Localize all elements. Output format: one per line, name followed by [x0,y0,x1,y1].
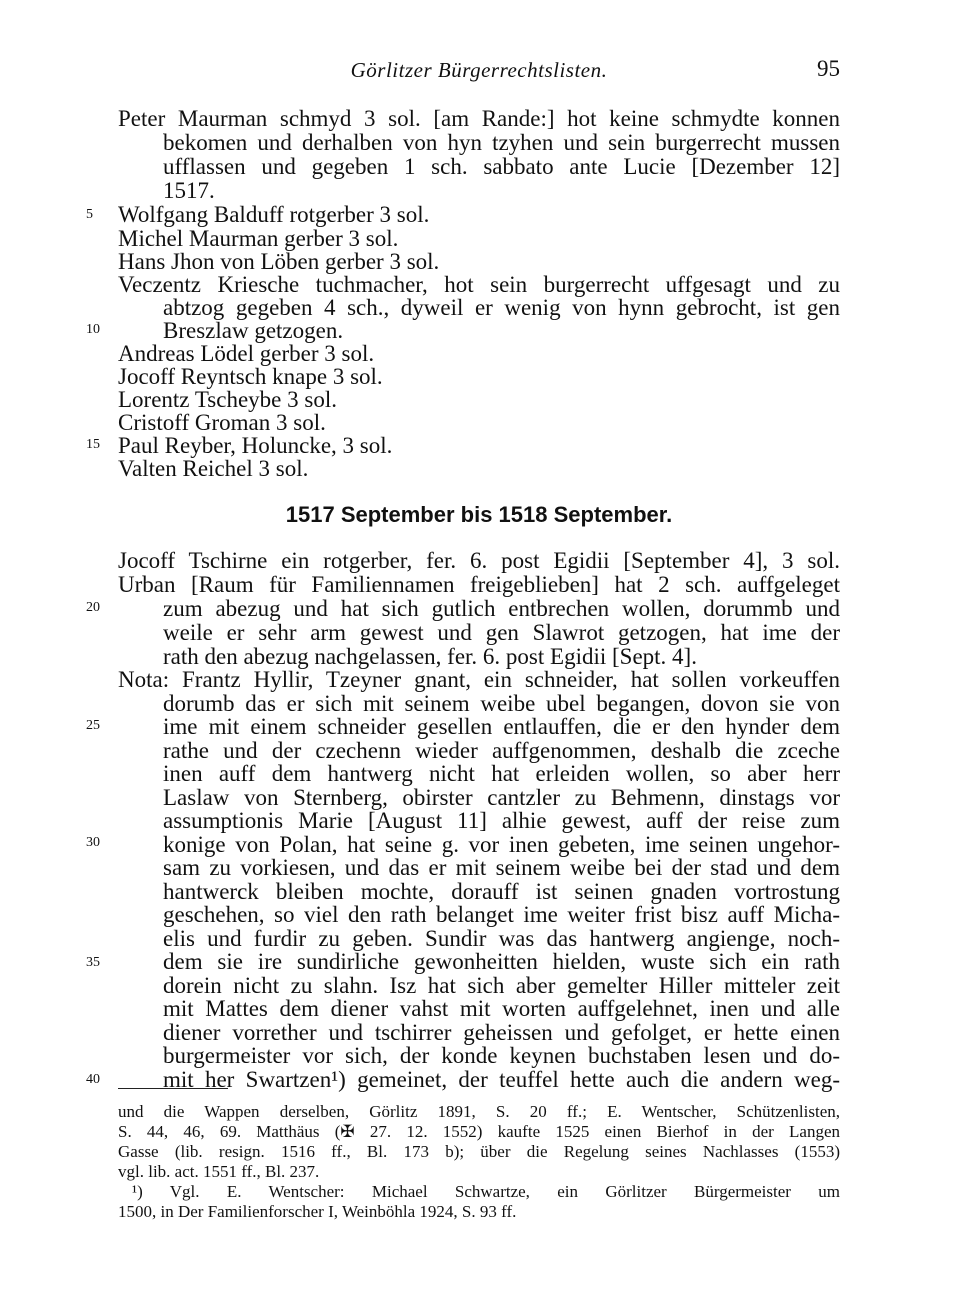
line-number: 35 [86,955,100,970]
text-line: assumptionis Marie [August 11] alhie gewest, auff der reise zum [163,808,840,833]
text-line: mit her Swartzen¹) gemeinet, der teuffel hette auch die andern weg- [163,1067,840,1092]
text-line: diener vorrether und tschirrer geheissen und gefolget, er hette einen [163,1020,840,1045]
text-line: sam zu vorkiesen, und das er mit seinem weibe bei der stad und dem [163,855,840,880]
footnote-line: S. 44, 46, 69. Matthäus (✠ 27. 12. 1552) kaufte 1525 einen Bierhof in der Langen [118,1122,840,1141]
text-line: bekomen und derhalben von hyn tzyhen und sein burgerrecht mussen [163,130,840,155]
text-line: Michel Maurman gerber 3 sol. [118,226,399,251]
text-line: mit Mattes dem diener vahst mit worten auffgelehnet, inen und alle [163,996,840,1021]
page-header [118,58,840,88]
line-number: 30 [86,835,100,850]
footnote-line: vgl. lib. act. 1551 ff., Bl. 237. [118,1162,320,1181]
text-line: elis und furdir zu geben. Sundir was das hantwerg angienge, noch- [163,926,840,951]
line-number: 15 [86,437,100,452]
text-line: dem sie ire sundirliche gewonheitten hielden, wuste sich ein rath [163,949,840,974]
text-line: Paul Reyber, Holuncke, 3 sol. [118,433,393,458]
line-number: 25 [86,718,100,733]
text-line: rath den abezug nachgelassen, fer. 6. post Egidii [Sept. 4]. [163,644,697,669]
footnote-line: und die Wappen derselben, Görlitz 1891, S. 20 ff.; E. Wentscher, Schützenlisten, [118,1102,840,1121]
footnote-line: Gasse (lib. resign. 1516 ff., Bl. 173 b); über die Regelung seines Nachlasses (1553) [118,1142,840,1161]
footnote-line: ¹) Vgl. E. Wentscher: Michael Schwartze, ein Görlitzer Bürgermeister um [132,1182,840,1201]
text-line: Peter Maurman schmyd 3 sol. [am Rande:] hot keine schmydte konnen [118,106,840,131]
text-line: Nota: Frantz Hyllir, Tzeyner gnant, ein schneider, hat sollen vorkeuffen [118,667,840,692]
text-line: Veczentz Kriesche tuchmacher, hot sein burgerrecht uffgesagt und zu [118,272,840,297]
footnote-line: 1500, in Der Familienforscher I, Weinböhla 1924, S. 93 ff. [118,1202,517,1221]
text-line: Laslaw von Sternberg, obirster cantzler zu Behmenn, dinstags vor [163,785,840,810]
running-title: Görlitzer Bürgerrechtslisten. [350,58,608,82]
line-number: 5 [86,207,93,222]
text-line: konige von Polan, hat seine g. vor inen gebeten, ime seinen ungehor- [163,832,840,857]
footnote-rule [118,1088,228,1089]
text-line: Lorentz Tscheybe 3 sol. [118,387,337,412]
text-line: Valten Reichel 3 sol. [118,456,309,481]
text-line: ufflassen und gegeben 1 sch. sabbato ante Lucie [Dezember 12] [163,154,840,179]
line-number: 20 [86,600,100,615]
section-heading: 1517 September bis 1518 September. [285,502,673,527]
text-line: Wolfgang Balduff rotgerber 3 sol. [118,202,430,227]
text-line: Jocoff Reyntsch knape 3 sol. [118,364,383,389]
text-line: inen auff dem hantwerg nicht hat erleiden wollen, so aber herr [163,761,840,786]
text-line: rathe und der czechenn wieder auffgenommen, deshalb die zceche [163,738,840,763]
text-line: ime mit einem schneider gesellen entlauffen, die er den hynder dem [163,714,840,739]
text-line: geschehen, so viel den rath belanget ime weiter frist bisz auff Micha- [163,902,840,927]
text-line: dorein nicht zu slahn. Isz hat sich aber gemelter Hiller mitteler zeit [163,973,840,998]
text-line: Cristoff Groman 3 sol. [118,410,326,435]
text-line: Jocoff Tschirne ein rotgerber, fer. 6. post Egidii [September 4], 3 sol. [118,548,840,573]
text-line: Andreas Lödel gerber 3 sol. [118,341,375,366]
line-number: 10 [86,322,100,337]
page-number: 95 [817,56,840,81]
text-line: Breszlaw getzogen. [163,318,344,343]
line-number: 40 [86,1072,100,1087]
text-line: 1517. [163,178,215,203]
text-line: burgermeister vor sich, der konde keynen buchstaben lesen und do- [163,1043,840,1068]
text-line: abtzog gegeben 4 sch., dyweil er wenig von hynn gebrocht, ist gen [163,295,840,320]
text-line: weile er sehr arm gewest und gen Slawrot getzogen, hat ime der [163,620,840,645]
text-line: Urban [Raum für Familiennamen freigeblieben] hat 2 sch. auffgeleget [118,572,840,597]
text-line: dorumb das er sich mit seinem weibe ubel begangen, dovon sie von [163,691,840,716]
text-line: Hans Jhon von Löben gerber 3 sol. [118,249,440,274]
text-line: zum abezug und hat sich gutlich entbrechen wollen, dorummb und [163,596,840,621]
text-line: hantwerck bleiben mochte, dorauff ist seinen gnaden vortrostung [163,879,840,904]
